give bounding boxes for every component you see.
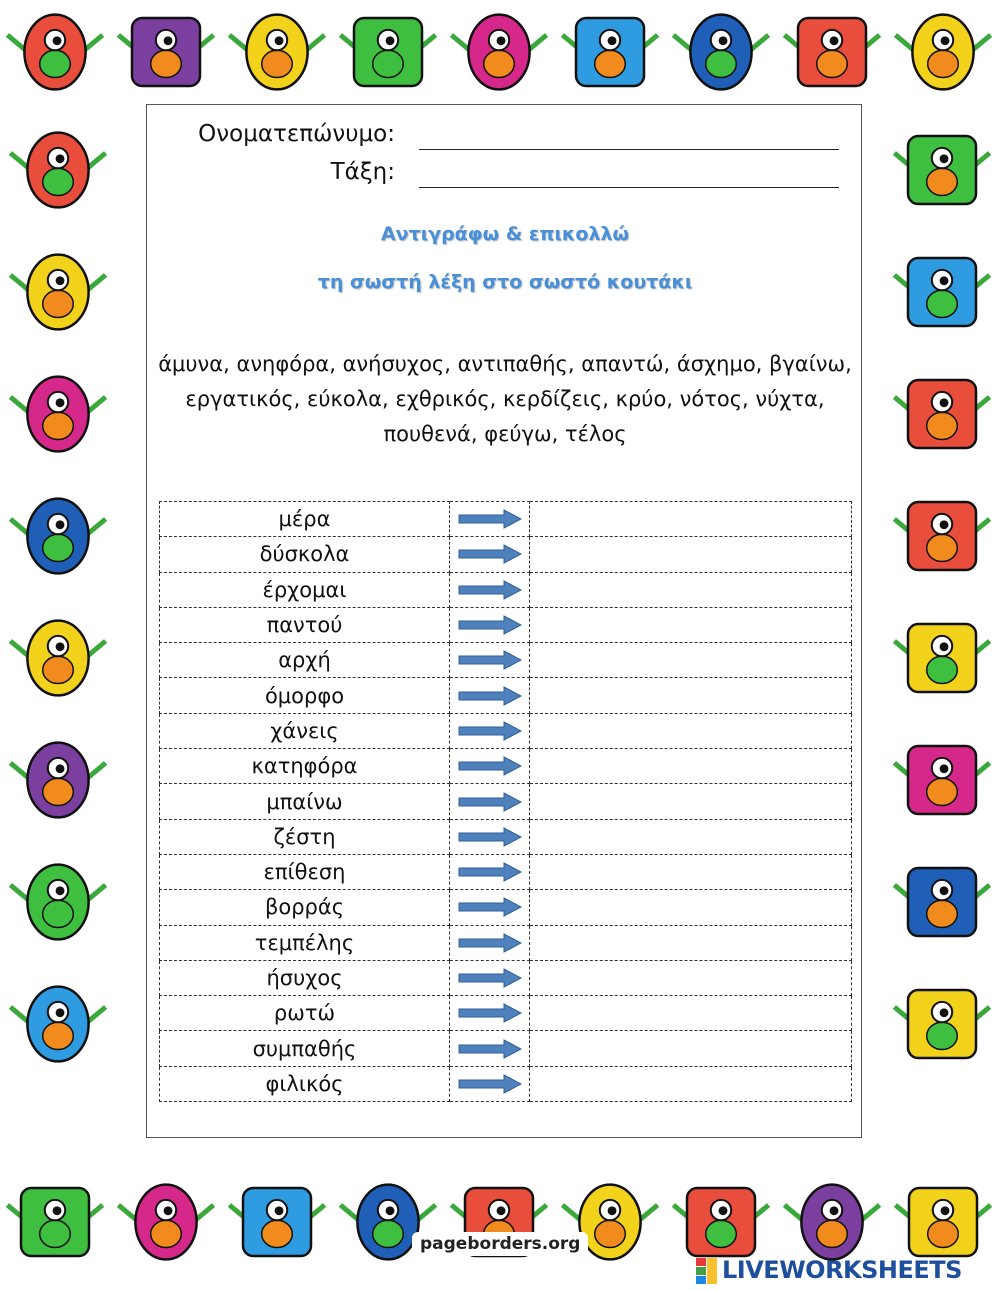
monster-icon bbox=[10, 499, 105, 574]
monster-icon bbox=[894, 258, 989, 326]
monster-icon bbox=[10, 865, 105, 940]
source-word: συμπαθής bbox=[160, 1031, 450, 1066]
source-word: μέρα bbox=[160, 502, 450, 537]
monster-icon bbox=[894, 868, 989, 936]
table-row bbox=[160, 537, 852, 572]
answer-box[interactable] bbox=[530, 502, 852, 537]
table-row bbox=[160, 572, 852, 607]
source-word: παντού bbox=[160, 607, 450, 642]
table-row bbox=[160, 784, 852, 819]
arrow-cell bbox=[450, 890, 530, 925]
table-row bbox=[160, 678, 852, 713]
arrow-right-icon bbox=[458, 862, 522, 882]
answer-box[interactable] bbox=[530, 996, 852, 1031]
source-word: τεμπέλης bbox=[160, 925, 450, 960]
answer-box[interactable] bbox=[530, 749, 852, 784]
table-row bbox=[160, 1066, 852, 1101]
arrow-right-icon bbox=[458, 827, 522, 847]
answer-box[interactable] bbox=[530, 1066, 852, 1101]
table-row bbox=[160, 819, 852, 854]
arrow-right-icon bbox=[458, 968, 522, 988]
monster-icon bbox=[10, 621, 105, 696]
monster-icon bbox=[562, 18, 657, 86]
monster-icon bbox=[451, 15, 546, 90]
table-row bbox=[160, 996, 852, 1031]
arrow-cell bbox=[450, 502, 530, 537]
source-word: ρωτώ bbox=[160, 996, 450, 1031]
arrow-cell bbox=[450, 678, 530, 713]
arrow-right-icon bbox=[458, 544, 522, 564]
answer-box[interactable] bbox=[530, 1031, 852, 1066]
name-field-row bbox=[147, 119, 863, 155]
table-row bbox=[160, 1031, 852, 1066]
monster-icon bbox=[673, 15, 768, 90]
monster-icon bbox=[10, 133, 105, 208]
answer-box[interactable] bbox=[530, 819, 852, 854]
word-bank: άμυνα, ανηφόρα, ανήσυχος, αντιπαθής, απαντώ, άσχημο, βγαίνω, εργατικός, εύκολα, εχθρικός, κερδίζεις, κρύο, νότος, νύχτα, πουθενά, φεύγω, τέλος bbox=[158, 352, 852, 446]
monster-icon bbox=[894, 502, 989, 570]
source-word: δύσκολα bbox=[160, 537, 450, 572]
arrow-cell bbox=[450, 537, 530, 572]
monster-icon bbox=[10, 987, 105, 1062]
monster-icon bbox=[894, 380, 989, 448]
arrow-cell bbox=[450, 819, 530, 854]
class-label: Τάξη: bbox=[330, 159, 395, 185]
arrow-right-icon bbox=[458, 615, 522, 635]
source-word: βορράς bbox=[160, 890, 450, 925]
arrow-cell bbox=[450, 572, 530, 607]
monster-icon bbox=[118, 1185, 213, 1260]
source-word: χάνεις bbox=[160, 713, 450, 748]
name-line bbox=[419, 149, 839, 150]
answer-box[interactable] bbox=[530, 643, 852, 678]
table-row bbox=[160, 713, 852, 748]
answer-box[interactable] bbox=[530, 854, 852, 889]
monster-icon bbox=[10, 743, 105, 818]
answer-box[interactable] bbox=[530, 537, 852, 572]
answer-box[interactable] bbox=[530, 678, 852, 713]
table-row bbox=[160, 502, 852, 537]
answer-box[interactable] bbox=[530, 572, 852, 607]
source-word: έρχομαι bbox=[160, 572, 450, 607]
liveworksheets-logo-icon bbox=[696, 1258, 718, 1286]
table-row bbox=[160, 925, 852, 960]
answer-box[interactable] bbox=[530, 925, 852, 960]
arrow-right-icon bbox=[458, 686, 522, 706]
arrow-cell bbox=[450, 960, 530, 995]
table-row bbox=[160, 607, 852, 642]
arrow-right-icon bbox=[458, 1003, 522, 1023]
table-row bbox=[160, 960, 852, 995]
monster-icon bbox=[673, 1188, 768, 1256]
table-row bbox=[160, 643, 852, 678]
matching-table bbox=[159, 501, 852, 1102]
monster-icon bbox=[229, 15, 324, 90]
answer-box[interactable] bbox=[530, 784, 852, 819]
arrow-right-icon bbox=[458, 756, 522, 776]
arrow-right-icon bbox=[458, 650, 522, 670]
monster-icon bbox=[894, 624, 989, 692]
arrow-right-icon bbox=[458, 721, 522, 741]
source-word: φιλικός bbox=[160, 1066, 450, 1101]
source-word: αρχή bbox=[160, 643, 450, 678]
arrow-cell bbox=[450, 643, 530, 678]
arrow-cell bbox=[450, 607, 530, 642]
monster-icon bbox=[340, 18, 435, 86]
monster-icon bbox=[894, 990, 989, 1058]
monster-icon bbox=[229, 1188, 324, 1256]
name-label: Ονοματεπώνυμο: bbox=[198, 121, 395, 147]
table-row bbox=[160, 749, 852, 784]
table-row bbox=[160, 890, 852, 925]
liveworksheets-logo bbox=[696, 1256, 996, 1288]
arrow-cell bbox=[450, 713, 530, 748]
monster-icon bbox=[894, 746, 989, 814]
monster-icon bbox=[118, 18, 213, 86]
liveworksheets-text: LIVEWORKSHEETS bbox=[722, 1256, 962, 1284]
source-word: επίθεση bbox=[160, 854, 450, 889]
source-word: κατηφόρα bbox=[160, 749, 450, 784]
instruction-title-line1: Αντιγράφω & επικολλώ bbox=[380, 223, 630, 245]
arrow-cell bbox=[450, 749, 530, 784]
arrow-right-icon bbox=[458, 509, 522, 529]
arrow-cell bbox=[450, 1031, 530, 1066]
arrow-cell bbox=[450, 996, 530, 1031]
answer-box[interactable] bbox=[530, 713, 852, 748]
arrow-right-icon bbox=[458, 792, 522, 812]
answer-box[interactable] bbox=[530, 607, 852, 642]
class-line bbox=[419, 187, 839, 188]
arrow-right-icon bbox=[458, 580, 522, 600]
source-word: μπαίνω bbox=[160, 784, 450, 819]
arrow-right-icon bbox=[458, 933, 522, 953]
answer-box[interactable] bbox=[530, 960, 852, 995]
monster-icon bbox=[784, 1185, 879, 1260]
arrow-right-icon bbox=[458, 897, 522, 917]
class-field-row bbox=[147, 157, 863, 193]
monster-icon bbox=[784, 18, 879, 86]
table-row bbox=[160, 854, 852, 889]
source-word: όμορφο bbox=[160, 678, 450, 713]
arrow-right-icon bbox=[458, 1074, 522, 1094]
source-word: ζέστη bbox=[160, 819, 450, 854]
worksheet-sheet bbox=[146, 104, 862, 1138]
arrow-cell bbox=[450, 784, 530, 819]
instruction-title-line2: τη σωστή λέξη στο σωστό κουτάκι bbox=[317, 271, 693, 293]
arrow-cell bbox=[450, 1066, 530, 1101]
answer-box[interactable] bbox=[530, 890, 852, 925]
monster-icon bbox=[7, 1188, 102, 1256]
arrow-right-icon bbox=[458, 1039, 522, 1059]
pageborders-watermark: pageborders.org bbox=[412, 1232, 588, 1256]
arrow-cell bbox=[450, 854, 530, 889]
monster-icon bbox=[894, 136, 989, 204]
monster-icon bbox=[10, 255, 105, 330]
monster-icon bbox=[7, 15, 102, 90]
monster-icon bbox=[895, 15, 990, 90]
arrow-cell bbox=[450, 925, 530, 960]
monster-icon bbox=[895, 1188, 990, 1256]
source-word: ήσυχος bbox=[160, 960, 450, 995]
monster-icon bbox=[10, 377, 105, 452]
